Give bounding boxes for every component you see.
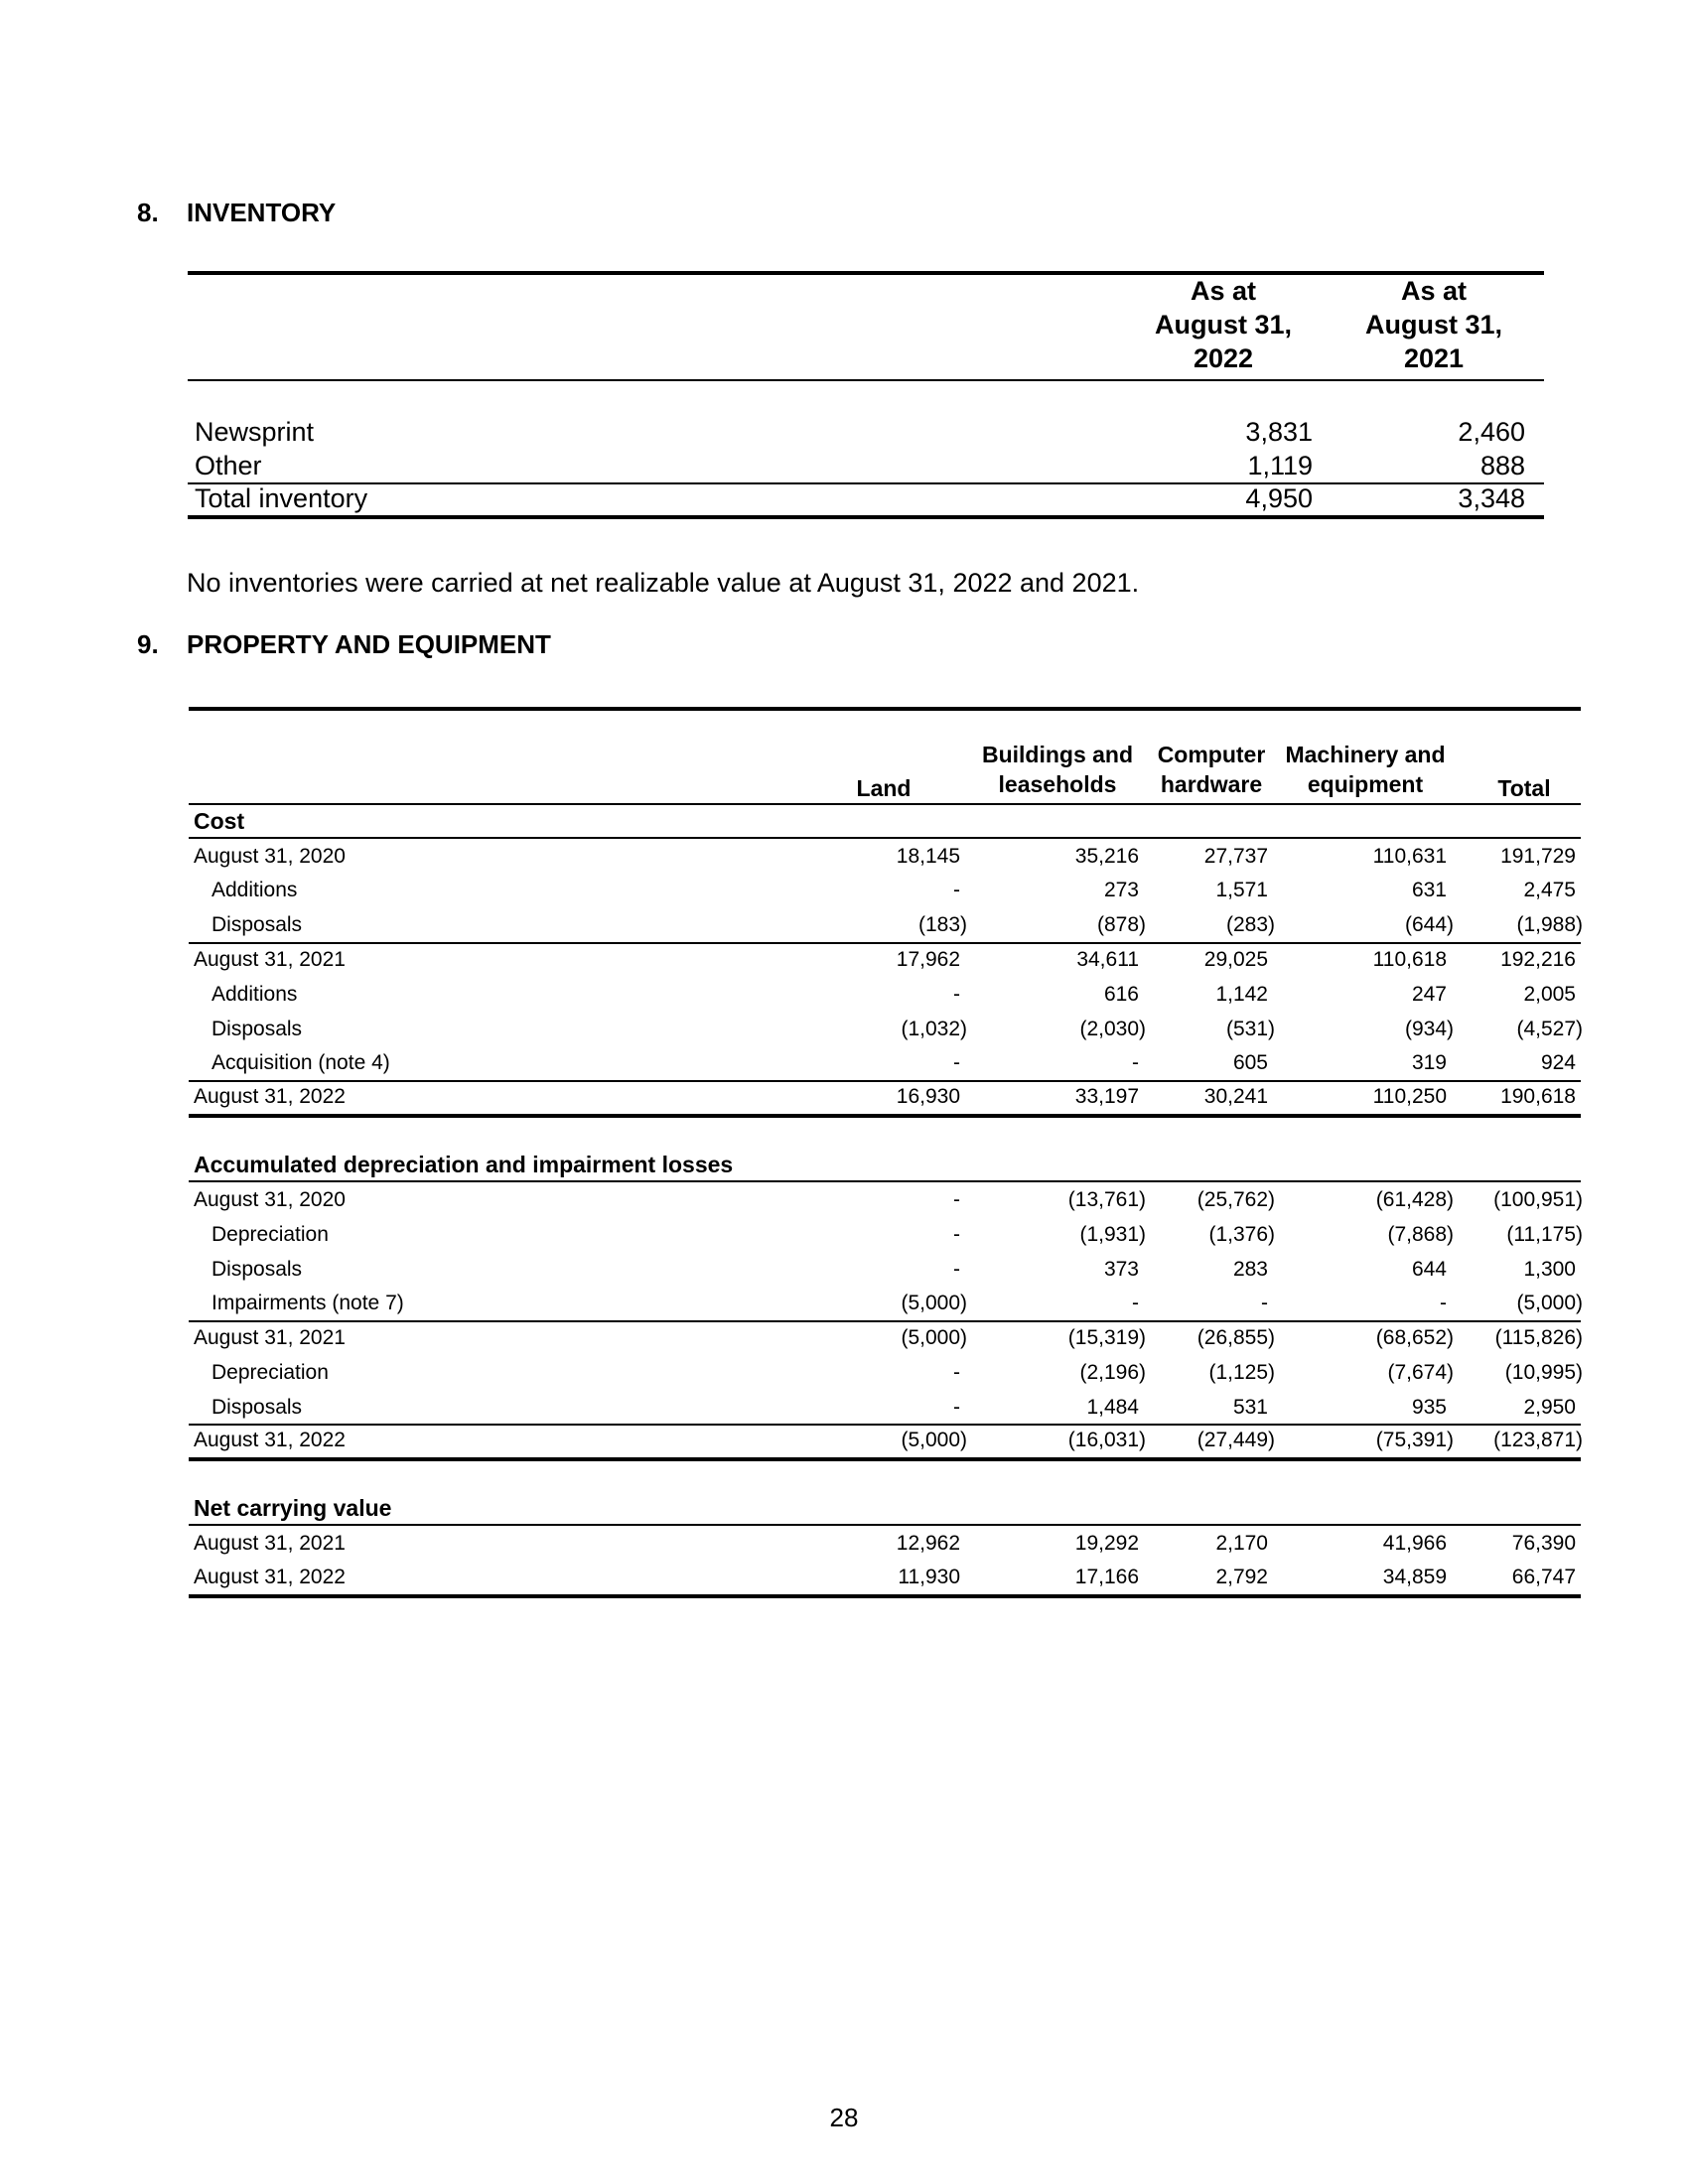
cell-land: 11,930 xyxy=(898,1566,960,1588)
table-row xyxy=(0,1391,1688,1425)
group-title-rule xyxy=(189,1180,1581,1182)
cell-machinery: 34,859 xyxy=(1382,1566,1447,1588)
section-title-property: PROPERTY AND EQUIPMENT xyxy=(187,629,551,659)
column-header-machinery xyxy=(1271,740,1460,799)
column-header-line: As at xyxy=(1400,276,1468,306)
cell-computer: (27,449) xyxy=(1196,1429,1275,1451)
column-header-total: Total xyxy=(1497,775,1551,801)
table-top-rule xyxy=(189,707,1581,711)
column-header-line: 2021 xyxy=(1403,343,1465,373)
cell-computer: (531) xyxy=(1225,1018,1275,1040)
table-row xyxy=(0,978,1688,1012)
column-header-land: Land xyxy=(856,775,912,801)
cell-computer: 2,792 xyxy=(1215,1566,1268,1588)
cell-total: (1,988) xyxy=(1516,913,1583,936)
cell-total: 76,390 xyxy=(1511,1532,1576,1555)
cell-machinery: (75,391) xyxy=(1375,1429,1454,1451)
cell-land: - xyxy=(953,879,960,901)
cell-computer: (283) xyxy=(1225,913,1275,936)
cell-machinery: 319 xyxy=(1411,1051,1447,1074)
cell-total: (5,000) xyxy=(1516,1292,1583,1314)
value-2021: 888 xyxy=(1479,451,1525,480)
row-label: Additions xyxy=(211,983,298,1006)
column-header-line: leaseholds xyxy=(998,771,1117,797)
cell-land: - xyxy=(953,1258,960,1281)
row-label: August 31, 2021 xyxy=(194,1532,346,1555)
group-title-accumulated: Accumulated depreciation and impairment losses xyxy=(194,1152,734,1177)
row-label: August 31, 2022 xyxy=(194,1429,346,1451)
column-header-line: hardware xyxy=(1160,771,1263,797)
cell-total: 191,729 xyxy=(1500,845,1576,868)
cell-computer: 30,241 xyxy=(1203,1085,1268,1108)
column-header-buildings xyxy=(963,740,1152,799)
cell-computer: (26,855) xyxy=(1196,1326,1275,1349)
cell-buildings: - xyxy=(1132,1292,1139,1314)
cell-buildings: 17,166 xyxy=(1074,1566,1139,1588)
cell-computer: (1,125) xyxy=(1208,1361,1275,1384)
cell-buildings: 33,197 xyxy=(1074,1085,1139,1108)
cell-buildings: (15,319) xyxy=(1067,1326,1146,1349)
cell-land: (5,000) xyxy=(901,1429,967,1451)
cell-total: 66,747 xyxy=(1511,1566,1576,1588)
cell-buildings: (1,931) xyxy=(1079,1223,1146,1246)
table-bottom-rule xyxy=(188,515,1544,519)
cell-total: (115,826) xyxy=(1494,1326,1583,1349)
table-row xyxy=(0,1218,1688,1252)
row-label: Depreciation xyxy=(211,1223,329,1246)
cell-computer: 29,025 xyxy=(1203,948,1268,971)
table-row xyxy=(0,1287,1688,1320)
column-header-line: As at xyxy=(1190,276,1257,306)
table-row xyxy=(0,1046,1688,1080)
column-header-computer xyxy=(1137,740,1286,799)
cell-land: 12,962 xyxy=(896,1532,960,1555)
cell-buildings: (2,030) xyxy=(1079,1018,1146,1040)
cell-machinery: 110,631 xyxy=(1372,845,1447,868)
group-title-rule xyxy=(189,837,1581,839)
row-label: Disposals xyxy=(211,1396,303,1419)
table-bottom-rule xyxy=(189,1594,1581,1598)
cell-total: 192,216 xyxy=(1500,948,1576,971)
row-label: August 31, 2022 xyxy=(194,1085,346,1108)
table-row xyxy=(0,1561,1688,1594)
cell-buildings: 273 xyxy=(1103,879,1139,901)
column-header-line: Machinery and xyxy=(1285,742,1446,767)
cell-computer: 2,170 xyxy=(1215,1532,1268,1555)
cell-machinery: 247 xyxy=(1411,983,1447,1006)
value-2021: 3,348 xyxy=(1458,483,1525,513)
cell-total: (123,871) xyxy=(1493,1429,1583,1451)
group-bottom-rule xyxy=(189,1457,1581,1461)
column-header-2022 xyxy=(1118,274,1329,375)
row-label: Depreciation xyxy=(211,1361,329,1384)
cell-machinery: (934) xyxy=(1404,1018,1454,1040)
row-label: Total inventory xyxy=(195,483,368,513)
cell-machinery: 110,250 xyxy=(1372,1085,1447,1108)
section-number-property: 9. xyxy=(137,629,159,659)
row-label: Newsprint xyxy=(195,417,315,447)
table-row xyxy=(0,1183,1688,1217)
cell-total: (10,995) xyxy=(1504,1361,1583,1384)
cell-land: - xyxy=(953,1188,960,1211)
cell-land: - xyxy=(953,983,960,1006)
header-bottom-rule xyxy=(189,803,1581,805)
column-header-line: equipment xyxy=(1307,771,1424,797)
cell-computer: 1,571 xyxy=(1215,879,1268,901)
cell-buildings: 34,611 xyxy=(1076,948,1139,971)
column-header-2021 xyxy=(1329,274,1539,375)
row-label: August 31, 2020 xyxy=(194,845,346,868)
column-header-line: Computer xyxy=(1157,742,1266,767)
cell-computer: 283 xyxy=(1232,1258,1268,1281)
cell-machinery: 935 xyxy=(1411,1396,1447,1419)
column-header-line: Buildings and xyxy=(981,742,1134,767)
group-title-net: Net carrying value xyxy=(194,1495,392,1521)
table-row xyxy=(0,1013,1688,1046)
column-header-line: August 31, xyxy=(1154,310,1293,340)
cell-land: 17,962 xyxy=(896,948,960,971)
cell-total: 190,618 xyxy=(1500,1085,1576,1108)
cell-machinery: (7,868) xyxy=(1387,1223,1454,1246)
row-label: August 31, 2021 xyxy=(194,948,346,971)
table-row xyxy=(0,908,1688,942)
cell-total: (100,951) xyxy=(1493,1188,1583,1211)
row-label: Impairments (note 7) xyxy=(211,1292,404,1314)
value-2022: 1,119 xyxy=(1247,451,1313,480)
value-2022: 3,831 xyxy=(1245,417,1313,447)
cell-buildings: (13,761) xyxy=(1067,1188,1146,1211)
cell-machinery: 631 xyxy=(1411,879,1447,901)
row-label: Additions xyxy=(211,879,298,901)
cell-machinery: (644) xyxy=(1404,913,1454,936)
cell-computer: (1,376) xyxy=(1208,1223,1275,1246)
cell-buildings: 35,216 xyxy=(1074,845,1139,868)
cell-computer: - xyxy=(1261,1292,1268,1314)
cell-buildings: (16,031) xyxy=(1067,1429,1146,1451)
cell-total: 2,475 xyxy=(1523,879,1576,901)
table-row xyxy=(0,1321,1688,1355)
cell-machinery: (68,652) xyxy=(1375,1326,1454,1349)
cell-land: (183) xyxy=(917,913,967,936)
row-label: Other xyxy=(195,451,262,480)
row-label: Disposals xyxy=(211,913,303,936)
table-row xyxy=(0,1080,1688,1114)
cell-computer: 1,142 xyxy=(1215,983,1268,1006)
cell-total: 2,950 xyxy=(1523,1396,1576,1419)
cell-land: 18,145 xyxy=(896,845,960,868)
cell-land: (1,032) xyxy=(901,1018,967,1040)
column-header-line: 2022 xyxy=(1193,343,1254,373)
row-label: August 31, 2022 xyxy=(194,1566,346,1588)
cell-land: - xyxy=(953,1051,960,1074)
cell-land: - xyxy=(953,1361,960,1384)
table-row xyxy=(0,1253,1688,1287)
cell-buildings: (878) xyxy=(1096,913,1146,936)
cell-land: - xyxy=(953,1223,960,1246)
cell-total: 924 xyxy=(1540,1051,1576,1074)
row-label: August 31, 2021 xyxy=(194,1326,346,1349)
cell-computer: 605 xyxy=(1232,1051,1268,1074)
cell-buildings: (2,196) xyxy=(1079,1361,1146,1384)
section-number-inventory: 8. xyxy=(137,198,159,227)
cell-total: (4,527) xyxy=(1516,1018,1583,1040)
cell-machinery: 110,618 xyxy=(1372,948,1447,971)
row-label: Disposals xyxy=(211,1018,303,1040)
cell-buildings: 616 xyxy=(1103,983,1139,1006)
page-number: 28 xyxy=(829,2103,859,2132)
row-label: Acquisition (note 4) xyxy=(211,1051,390,1074)
cell-land: (5,000) xyxy=(901,1326,967,1349)
cell-machinery: (7,674) xyxy=(1387,1361,1454,1384)
cell-land: 16,930 xyxy=(896,1085,960,1108)
cell-buildings: 19,292 xyxy=(1074,1532,1139,1555)
table-row xyxy=(0,1356,1688,1390)
cell-machinery: - xyxy=(1440,1292,1447,1314)
cell-buildings: - xyxy=(1132,1051,1139,1074)
value-2021: 2,460 xyxy=(1458,417,1525,447)
row-label: August 31, 2020 xyxy=(194,1188,346,1211)
cell-total: 2,005 xyxy=(1523,983,1576,1006)
group-bottom-rule xyxy=(189,1114,1581,1118)
section-title-inventory: INVENTORY xyxy=(187,198,337,227)
cell-machinery: (61,428) xyxy=(1375,1188,1454,1211)
cell-land: (5,000) xyxy=(901,1292,967,1314)
table-row xyxy=(0,1424,1688,1457)
cell-machinery: 644 xyxy=(1411,1258,1447,1281)
cell-machinery: 41,966 xyxy=(1382,1532,1447,1555)
cell-computer: (25,762) xyxy=(1196,1188,1275,1211)
table-row xyxy=(0,943,1688,977)
cell-buildings: 373 xyxy=(1103,1258,1139,1281)
table-row xyxy=(0,840,1688,874)
cell-computer: 531 xyxy=(1232,1396,1268,1419)
row-label: Disposals xyxy=(211,1258,303,1281)
table-row xyxy=(0,1527,1688,1561)
header-bottom-rule xyxy=(188,379,1544,381)
cell-total: (11,175) xyxy=(1506,1223,1583,1246)
table-row xyxy=(0,874,1688,907)
group-title-cost: Cost xyxy=(194,808,245,834)
inventory-note: No inventories were carried at net realizable value at August 31, 2022 and 2021. xyxy=(187,568,1140,598)
value-2022: 4,950 xyxy=(1245,483,1313,513)
cell-computer: 27,737 xyxy=(1203,845,1268,868)
cell-buildings: 1,484 xyxy=(1086,1396,1139,1419)
cell-total: 1,300 xyxy=(1523,1258,1576,1281)
group-title-rule xyxy=(189,1524,1581,1526)
subtotal-rule xyxy=(188,482,1544,484)
column-header-line: August 31, xyxy=(1364,310,1503,340)
cell-land: - xyxy=(953,1396,960,1419)
